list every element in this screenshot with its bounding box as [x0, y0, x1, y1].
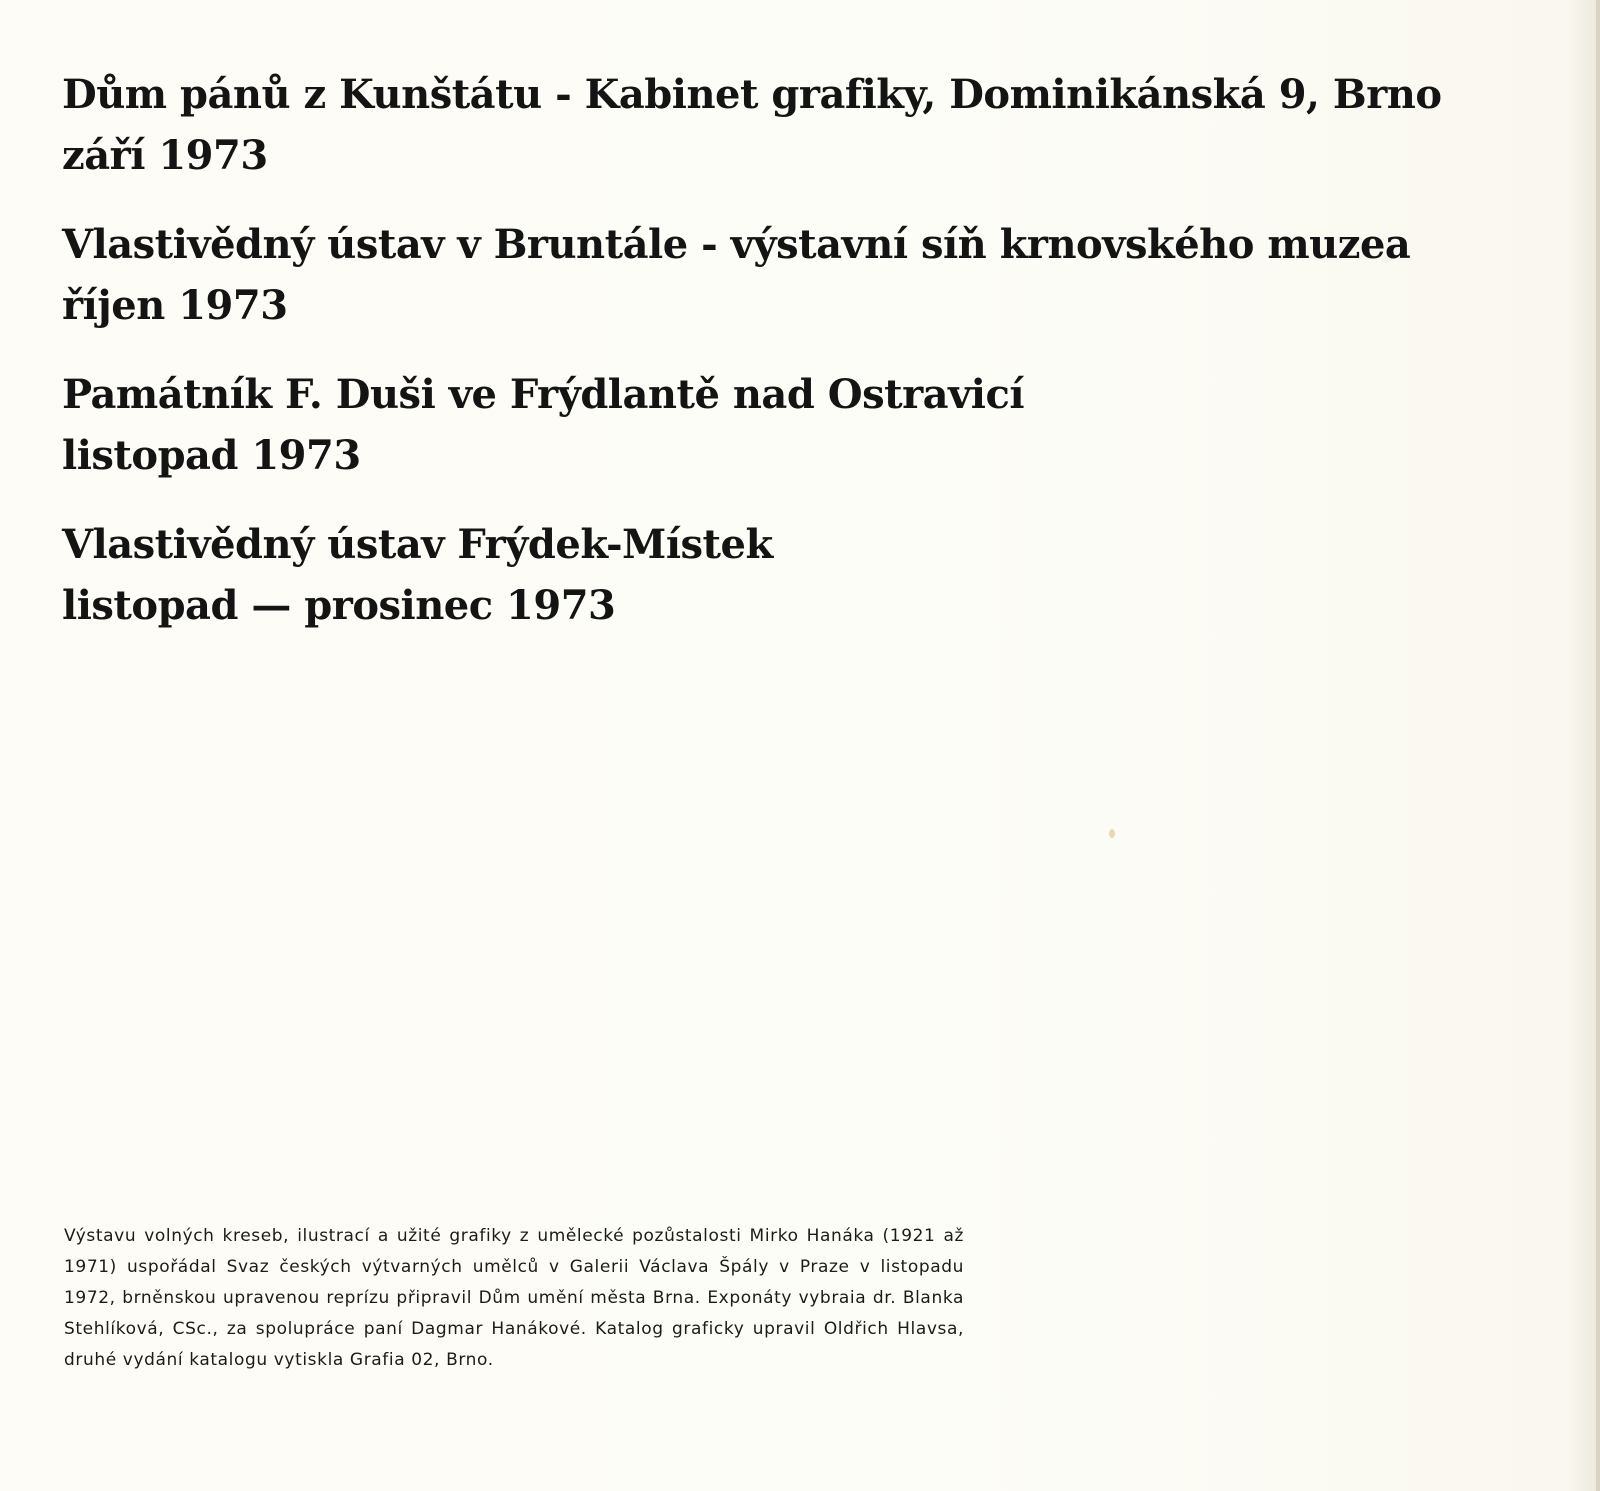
venue-entry-brno	[62, 64, 1442, 186]
venue-date: listopad — prosinec 1973	[62, 582, 616, 629]
venue-entry-frydek-mistek	[62, 514, 1382, 636]
venue-entry-bruntal	[62, 214, 1411, 336]
venue-place: Vlastivědný ústav v Bruntále - výstavní síň krnovského muzea	[62, 221, 1411, 268]
venue-date: říjen 1973	[62, 282, 288, 329]
venue-place: Památník F. Duši ve Frýdlantě nad Ostravicí	[62, 371, 1025, 418]
venue-date: listopad 1973	[62, 432, 361, 479]
page-edge	[1596, 0, 1600, 1491]
venue-place: Dům pánů z Kunštátu - Kabinet grafiky, Dominikánská 9, Brno	[62, 71, 1442, 118]
paper-spot	[1109, 829, 1115, 838]
venue-entry-frydlant	[62, 364, 1382, 486]
venue-date: září 1973	[62, 132, 268, 179]
venue-place: Vlastivědný ústav Frýdek-Místek	[62, 521, 773, 568]
exhibition-venues-list	[62, 64, 1442, 664]
colophon-paragraph: Výstavu volných kreseb, ilustrací a užité grafiky z umělecké pozůstalosti Mirko Hanáka (1921 až 1971) uspořádal Svaz českých výtvarných umělců v Galerii Václava Špály v Praze v listopadu 1972, brněnskou upravenou reprízu připravil Dům umění města Brna. Exponáty vybraia dr. Blanka Stehlíková, CSc., za spolupráce paní Dagmar Hanákové. Katalog graficky upravil Oldřich Hlavsa, druhé vydání katalogu vytiskla Grafia 02, Brno.	[64, 1226, 964, 1370]
